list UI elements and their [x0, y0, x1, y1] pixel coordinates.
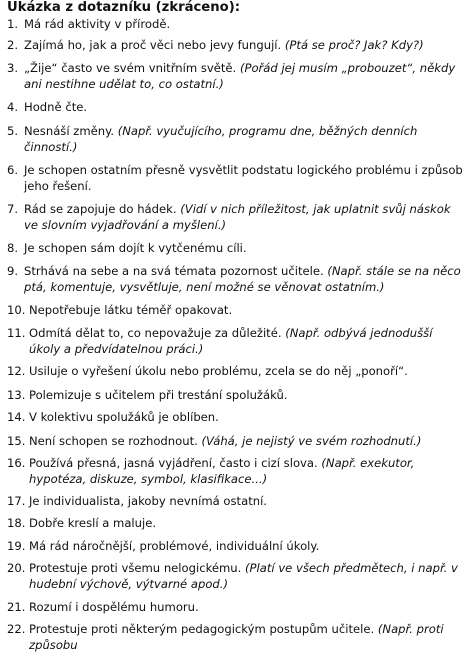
item-text-wrapper [29, 539, 463, 555]
questionnaire-list [7, 17, 463, 653]
item-number: 3. [7, 61, 19, 76]
item-text: V kolektivu spolužáků je oblíben. [29, 410, 219, 425]
item-text: Má rád aktivity v přírodě. [24, 17, 171, 31]
item-number: 20. [7, 561, 26, 576]
list-item [7, 561, 463, 592]
item-text: Je individualista, jakoby nevnímá ostatní. [29, 493, 267, 508]
list-item [7, 124, 463, 155]
item-text-wrapper [24, 202, 463, 233]
item-text-wrapper [24, 61, 463, 92]
list-item [7, 434, 463, 450]
item-text: Je schopen ostatním přesně vysvětlit podstatu logického problému i způsob jeho řešení. [24, 163, 463, 193]
item-note: (Platí ve všech předmětech, i např. v hudební výchově, výtvarné apod.) [29, 561, 458, 592]
item-number: 1. [7, 17, 19, 31]
item-text: Rád se zapojuje do hádek. [24, 202, 181, 217]
item-text: Hodně čte. [24, 100, 88, 115]
item-number: 17. [7, 493, 26, 508]
list-item [7, 17, 463, 33]
item-note: (Ptá se proč? Jak? Kdy?) [284, 37, 424, 52]
item-text-wrapper [29, 494, 463, 510]
item-text: „Žije“ často ve svém vnitřním světě. [24, 61, 240, 76]
item-text: Odmítá dělat to, co nepovažuje za důležité. [29, 325, 286, 340]
item-note: (Např. vyučujícího, programu dne, běžných denních činností.) [24, 123, 418, 154]
item-text-wrapper [24, 38, 463, 54]
item-text: Není schopen se rozhodnout. [29, 433, 202, 448]
item-text-wrapper [29, 364, 463, 380]
page-title: Ukázka z dotazníku (zkráceno): [7, 0, 241, 15]
item-number: 22. [7, 622, 26, 637]
list-item [7, 364, 463, 380]
item-number: 13. [7, 387, 26, 402]
item-text-wrapper [24, 163, 463, 194]
item-text: Používá přesná, jasná vyjádření, často i cizí slova. [29, 456, 322, 471]
list-item [7, 241, 463, 257]
item-text-wrapper [29, 434, 463, 450]
item-text: Má rád náročnější, problémové, individuální úkoly. [29, 538, 320, 553]
list-item [7, 494, 463, 510]
list-item [7, 61, 463, 92]
item-number: 2. [7, 37, 19, 52]
item-text: Dobře kreslí a maluje. [29, 516, 157, 531]
list-item [7, 303, 463, 319]
item-text: Strhává na sebe a na svá témata pozornost učitele. [24, 264, 328, 279]
item-text: Protestuje proti některým pedagogickým postupům učitele. [29, 622, 378, 637]
item-text: Rozumí i dospělému humoru. [29, 599, 199, 614]
list-item [7, 38, 463, 54]
list-item [7, 410, 463, 426]
item-text: Nepotřebuje látku téměř opakovat. [29, 303, 233, 318]
item-number: 18. [7, 516, 26, 531]
item-number: 19. [7, 538, 26, 553]
item-note: (Např. odbývá jednodušší úkoly a předvídatelnou práci.) [29, 325, 433, 356]
item-text-wrapper [29, 303, 463, 319]
item-text-wrapper [24, 17, 463, 33]
item-text-wrapper [29, 456, 463, 487]
item-text-wrapper [29, 388, 463, 404]
item-number: 6. [7, 163, 19, 178]
item-text-wrapper [29, 622, 463, 653]
list-item [7, 539, 463, 555]
item-number: 4. [7, 100, 19, 115]
item-text-wrapper [24, 264, 463, 295]
item-text: Nesnáší změny. [24, 123, 118, 138]
item-text-wrapper [29, 561, 463, 592]
item-number: 9. [7, 264, 19, 279]
item-number: 8. [7, 240, 19, 255]
item-text-wrapper [29, 326, 463, 357]
item-number: 16. [7, 456, 26, 471]
item-number: 5. [7, 123, 19, 138]
item-text-wrapper [24, 241, 463, 257]
item-note: (Např. stále se na něco ptá, komentuje, vysvětluje, není možné se věnovat ostatním.) [24, 264, 461, 294]
item-note: (Pořád jej musím „probouzet“, někdy ani nestihne udělat to, co ostatní.) [24, 61, 456, 91]
item-text: Zajímá ho, jak a proč věci nebo jevy fungují. [24, 37, 285, 52]
item-text-wrapper [24, 100, 463, 116]
item-note: (Vidí v nich příležitost, jak uplatnit svůj náskok ve slovním vyjadřování a myšlení.) [24, 202, 451, 232]
item-text: Polemizuje s učitelem při trestání spolužáků. [29, 387, 288, 402]
item-number: 14. [7, 410, 26, 425]
item-note: (Např. exekutor, hypotéza, diskuze, symbol, klasifikace...) [29, 456, 415, 487]
list-item [7, 163, 463, 194]
item-number: 15. [7, 433, 26, 448]
item-text: Protestuje proti všemu nelogickému. [29, 561, 246, 576]
item-note: (Např. proti způsobu [29, 622, 444, 652]
list-item [7, 516, 463, 532]
list-item [7, 100, 463, 116]
item-number: 21. [7, 599, 26, 614]
item-number: 10. [7, 303, 26, 318]
item-text-wrapper [29, 410, 463, 426]
list-item [7, 202, 463, 233]
item-text: Usiluje o vyřešení úkolu nebo problému, zcela se do něj „ponoří“. [29, 364, 408, 379]
item-text-wrapper [29, 516, 463, 532]
item-text: Je schopen sám dojít k vytčenému cíli. [24, 240, 247, 255]
list-item [7, 622, 463, 653]
item-number: 11. [7, 325, 26, 340]
item-number: 12. [7, 364, 26, 379]
item-note: (Váhá, je nejistý ve svém rozhodnutí.) [201, 433, 422, 448]
list-item [7, 456, 463, 487]
item-number: 7. [7, 202, 19, 217]
item-text-wrapper [24, 124, 463, 155]
list-item [7, 388, 463, 404]
list-item [7, 264, 463, 295]
list-item [7, 326, 463, 357]
